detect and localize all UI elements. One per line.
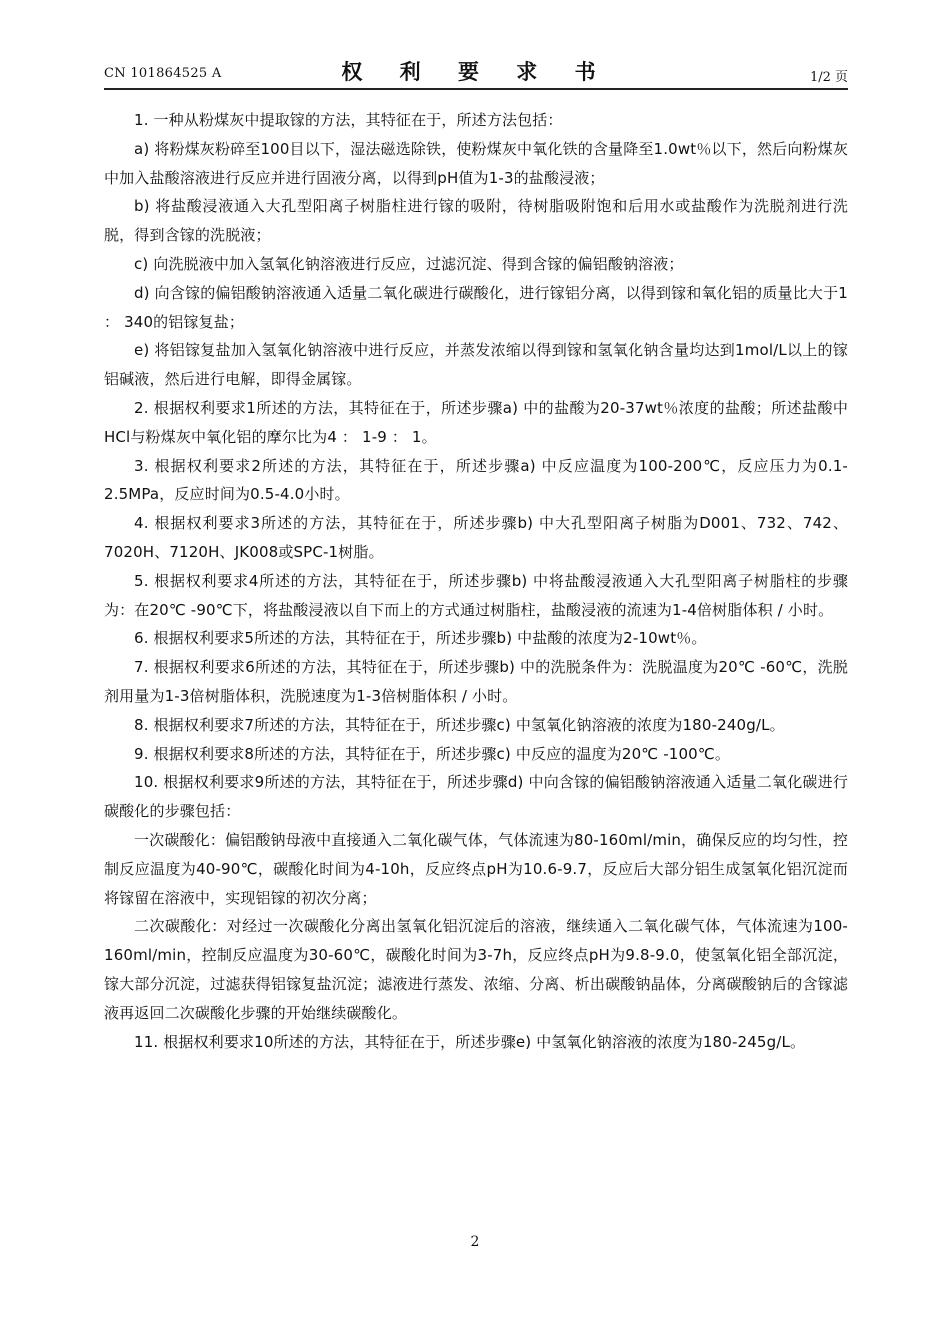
claim-paragraph: b) 将盐酸浸液通入大孔型阳离子树脂柱进行镓的吸附，待树脂吸附饱和后用水或盐酸作为洗脱剂进行洗脱，得到含镓的洗脱液； bbox=[104, 197, 848, 245]
claim-paragraph: 9. 根据权利要求8所述的方法，其特征在于，所述步骤c) 中反应的温度为20℃ -100℃。 bbox=[134, 744, 730, 763]
document-title: 权 利 要 求 书 bbox=[341, 59, 611, 84]
page-number: 2 bbox=[470, 1234, 480, 1250]
claim-paragraph: 8. 根据权利要求7所述的方法，其特征在于，所述步骤c) 中氢氧化钠溶液的浓度为180-240g/L。 bbox=[134, 715, 785, 734]
claim-paragraph: a) 将粉煤灰粉碎至100目以下，湿法磁选除铁，使粉煤灰中氧化铁的含量降至1.0wt％以下，然后向粉煤灰中加入盐酸溶液进行反应并进行固液分离，以得到pH值为1-3的盐酸浸液； bbox=[104, 139, 848, 187]
claim-paragraph: e) 将铝镓复盐加入氢氧化钠溶液中进行反应，并蒸发浓缩以得到镓和氢氧化钠含量均达到1mol/L以上的镓铝碱液，然后进行电解，即得金属镓。 bbox=[104, 341, 848, 389]
claim-paragraph: 7. 根据权利要求6所述的方法，其特征在于，所述步骤b) 中的洗脱条件为：洗脱温度为20℃ -60℃，洗脱剂用量为1-3倍树脂体积，洗脱速度为1-3倍树脂体积 / 小时。 bbox=[104, 658, 848, 705]
claim-paragraph: 11. 根据权利要求10所述的方法，其特征在于，所述步骤e) 中氢氧化钠溶液的浓度为180-245g/L。 bbox=[134, 1032, 806, 1051]
claims-body bbox=[104, 106, 848, 1056]
page-header bbox=[104, 52, 848, 90]
claim-paragraph: 5. 根据权利要求4所述的方法，其特征在于，所述步骤b) 中将盐酸浸液通入大孔型阳离子树脂柱的步骤为：在20℃ -90℃下，将盐酸浸液以自下而上的方式通过树脂柱，盐酸浸液的流速为1-4倍树脂体积 / 小时。 bbox=[104, 571, 848, 619]
claim-paragraph: 10. 根据权利要求9所述的方法，其特征在于，所述步骤d) 中向含镓的偏铝酸钠溶液通入适量二氧化碳进行碳酸化的步骤包括： bbox=[104, 773, 848, 821]
claim-paragraph: 1. 一种从粉煤灰中提取镓的方法，其特征在于，所述方法包括： bbox=[134, 111, 563, 129]
claim-paragraph: 6. 根据权利要求5所述的方法，其特征在于，所述步骤b) 中盐酸的浓度为2-10wt％。 bbox=[134, 629, 707, 648]
claim-paragraph: 2. 根据权利要求1所述的方法，其特征在于，所述步骤a) 中的盐酸为20-37wt％浓度的盐酸；所述盐酸中HCl与粉煤灰中氧化铝的摩尔比为4 ： 1-9 ： 1。 bbox=[104, 398, 848, 446]
claim-paragraph: d) 向含镓的偏铝酸钠溶液通入适量二氧化碳进行碳酸化，进行镓铝分离，以得到镓和氧化铝的质量比大于1 ： 340的铝镓复盐； bbox=[104, 283, 848, 331]
page-count: 1/2 页 bbox=[809, 70, 848, 85]
document-id: CN 101864525 A bbox=[104, 66, 222, 81]
claim-paragraph: 二次碳酸化：对经过一次碳酸化分离出氢氧化铝沉淀后的溶液，继续通入二氧化碳气体，气体流速为100-160ml/min，控制反应温度为30-60℃，碳酸化时间为3-7h，反应终点pH为9.8-9.0，使氢氧化铝全部沉淀，镓大部分沉淀，过滤获得铝镓复盐沉淀；滤液进行蒸发、浓缩、分离、析出碳酸钠晶体，分离碳酸钠后的含镓滤液再返回二次碳酸化步骤的开始继续碳酸化。 bbox=[104, 917, 848, 1022]
claim-paragraph: 3. 根据权利要求2所述的方法，其特征在于，所述步骤a) 中反应温度为100-200℃，反应压力为0.1-2.5MPa，反应时间为0.5-4.0小时。 bbox=[104, 456, 848, 504]
claim-paragraph: c) 向洗脱液中加入氢氧化钠溶液进行反应，过滤沉淀、得到含镓的偏铝酸钠溶液； bbox=[134, 254, 684, 273]
claim-paragraph: 4. 根据权利要求3所述的方法，其特征在于，所述步骤b) 中大孔型阳离子树脂为D001、732、742、7020H、7120H、JK008或SPC-1树脂。 bbox=[104, 514, 848, 561]
claim-paragraph: 一次碳酸化：偏铝酸钠母液中直接通入二氧化碳气体，气体流速为80-160ml/min，确保反应的均匀性，控制反应温度为40-90℃，碳酸化时间为4-10h，反应终点pH为10.6-9.7，反应后大部分铝生成氢氧化铝沉淀而将镓留在溶液中，实现铝镓的初次分离； bbox=[104, 830, 848, 907]
